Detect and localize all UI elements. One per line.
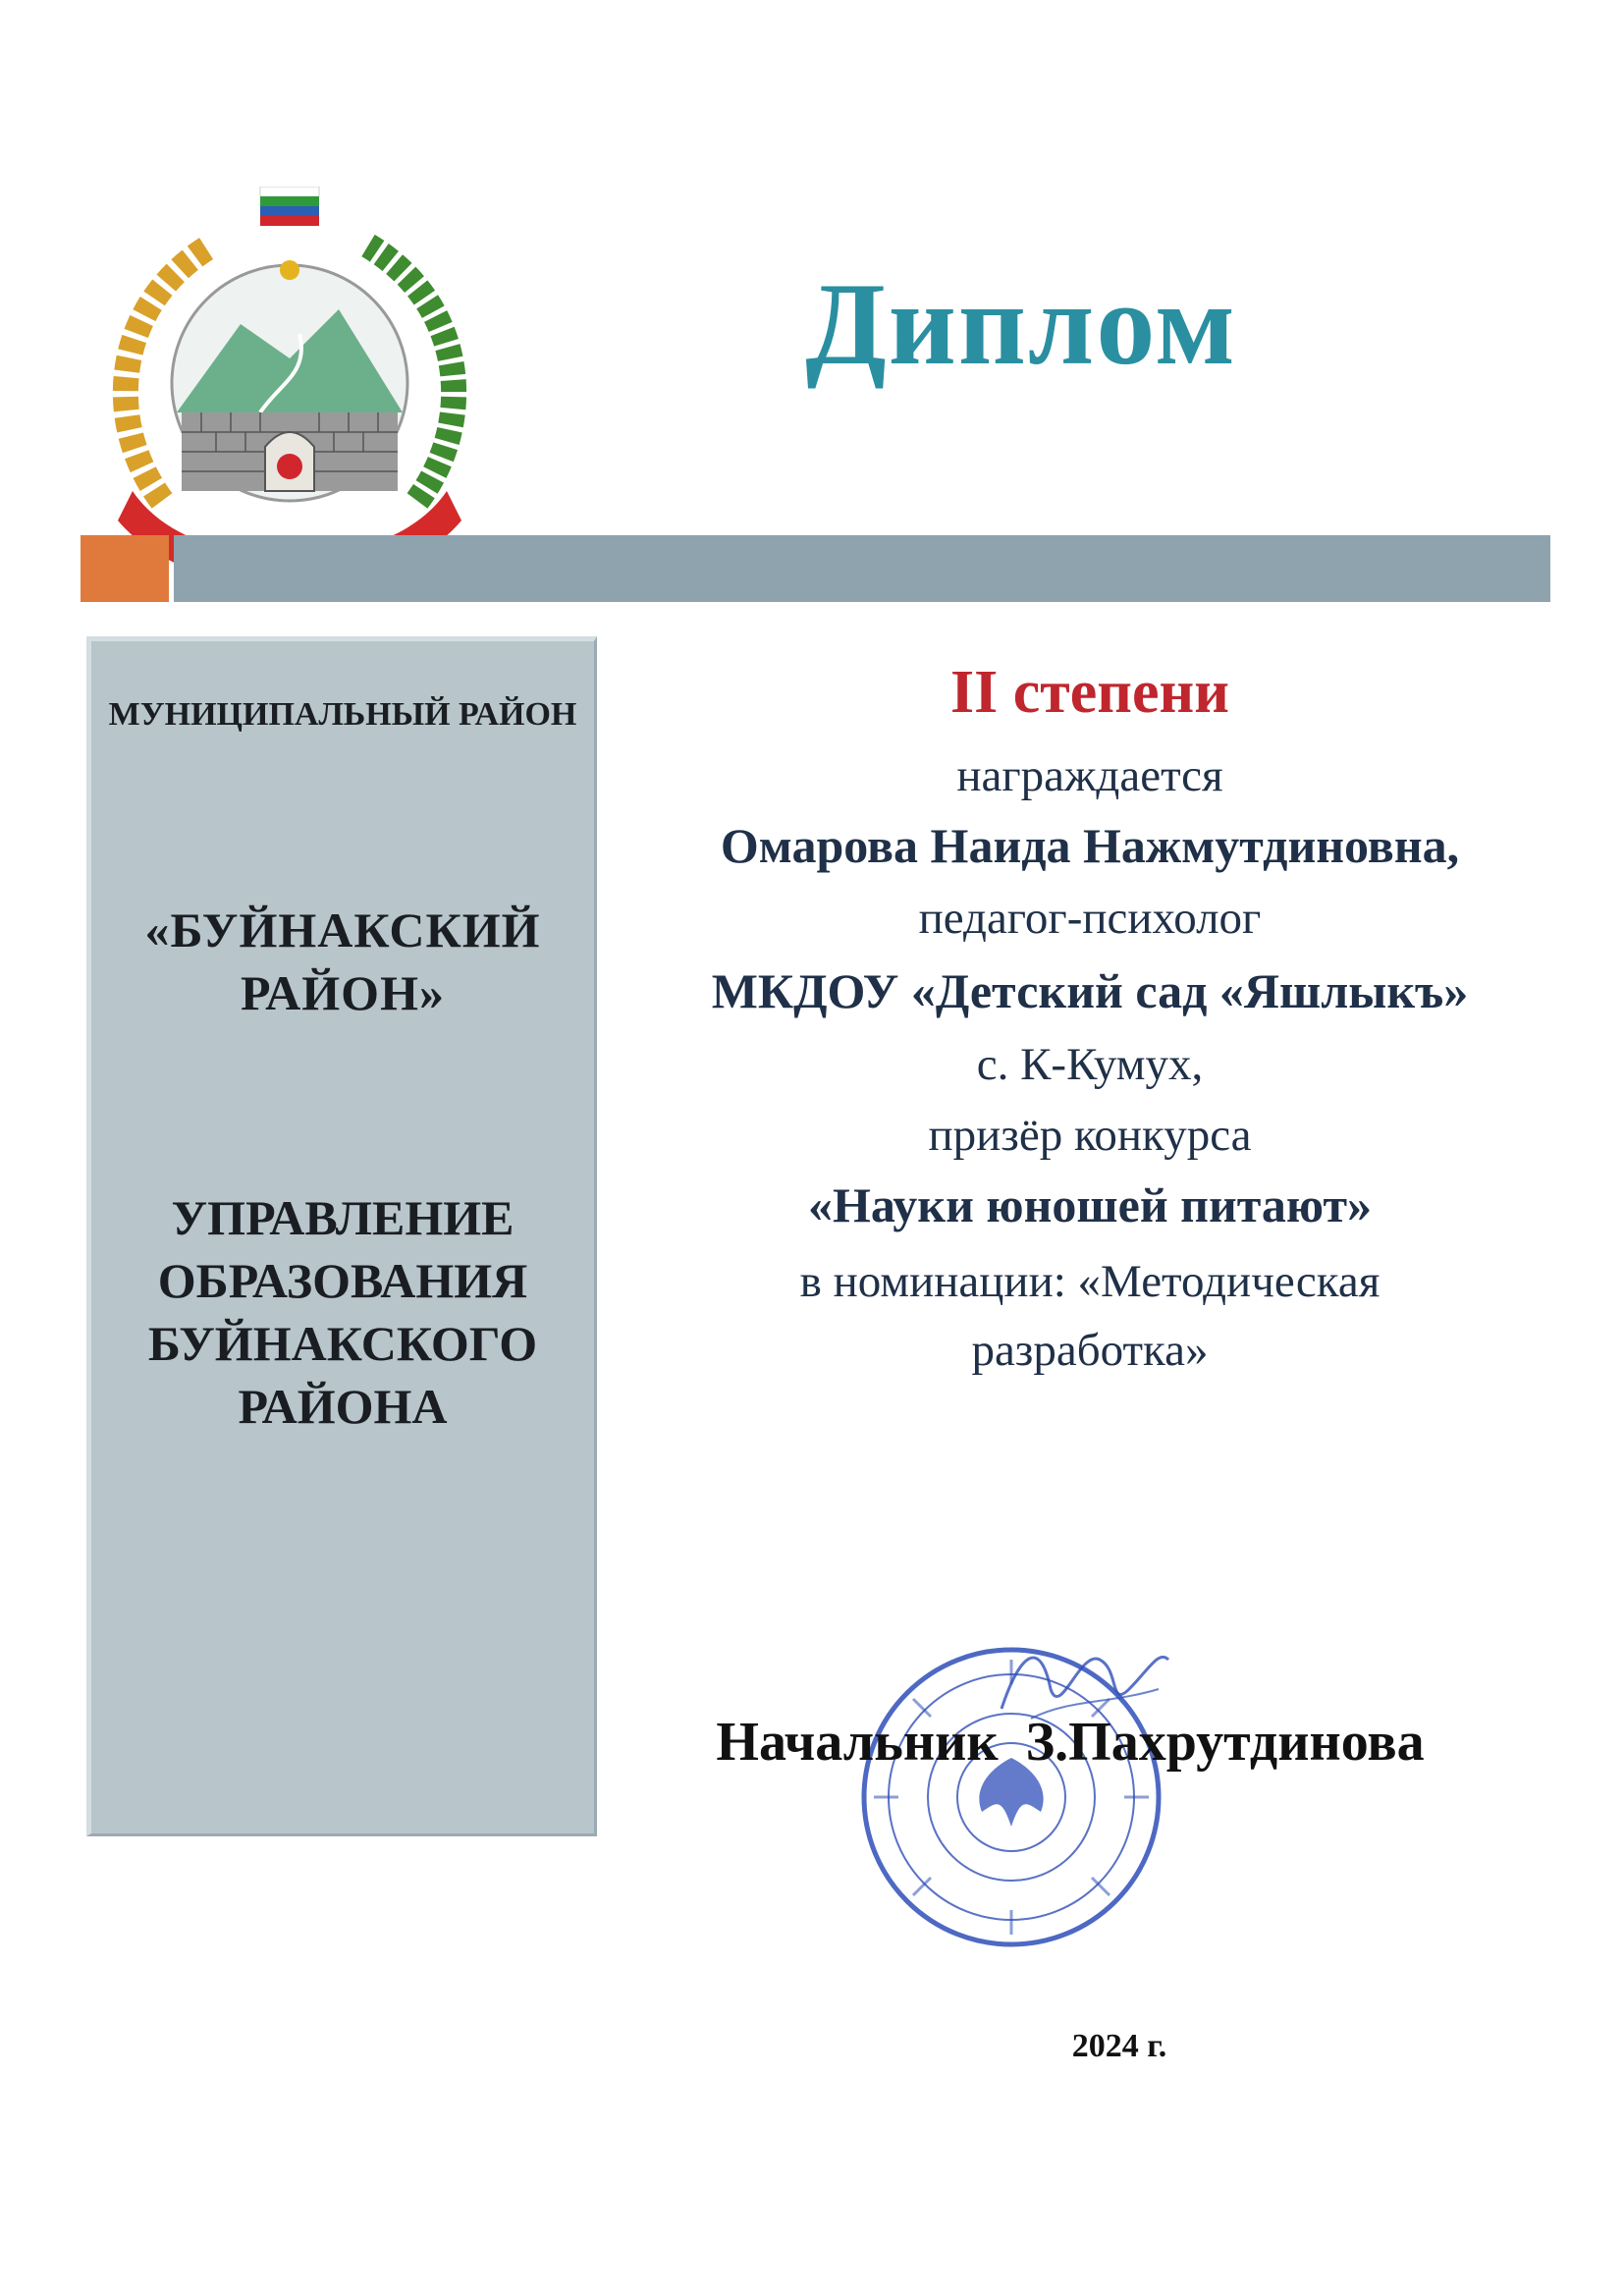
recipient-village: с. К-Кумух, xyxy=(976,1039,1204,1090)
document-title: Диплом xyxy=(805,258,1237,389)
header-band xyxy=(174,535,1550,602)
recipient-position: педагог-психолог xyxy=(918,893,1262,944)
recipient-organization: МКДОУ «Детский сад «Яшлыкъ» xyxy=(711,963,1469,1018)
issue-year: 2024 г. xyxy=(1071,2028,1167,2064)
issuer-panel xyxy=(86,636,597,1836)
issuer-district: «БУЙНАКСКИЙ РАЙОН» xyxy=(144,902,541,1020)
accent-square xyxy=(81,535,169,602)
recipient-name: Омарова Наида Нажмутдиновна, xyxy=(720,818,1460,873)
issuer-municipality: МУНИЦИПАЛЬНЫЙ РАЙОН xyxy=(108,696,577,733)
awarded-label: награждается xyxy=(956,750,1223,801)
prize-label: призёр конкурса xyxy=(928,1110,1252,1161)
signatory: Начальник З.Пахрутдинова xyxy=(716,1712,1425,1773)
award-degree: II степени xyxy=(950,659,1229,726)
issuer-department: УПРАВЛЕНИЕ ОБРАЗОВАНИЯ БУЙНАКСКОГО РАЙОНА xyxy=(147,1190,538,1434)
nomination: в номинации: «Методическая разработка» xyxy=(799,1256,1380,1376)
contest-name: «Науки юношей питают» xyxy=(807,1177,1373,1232)
